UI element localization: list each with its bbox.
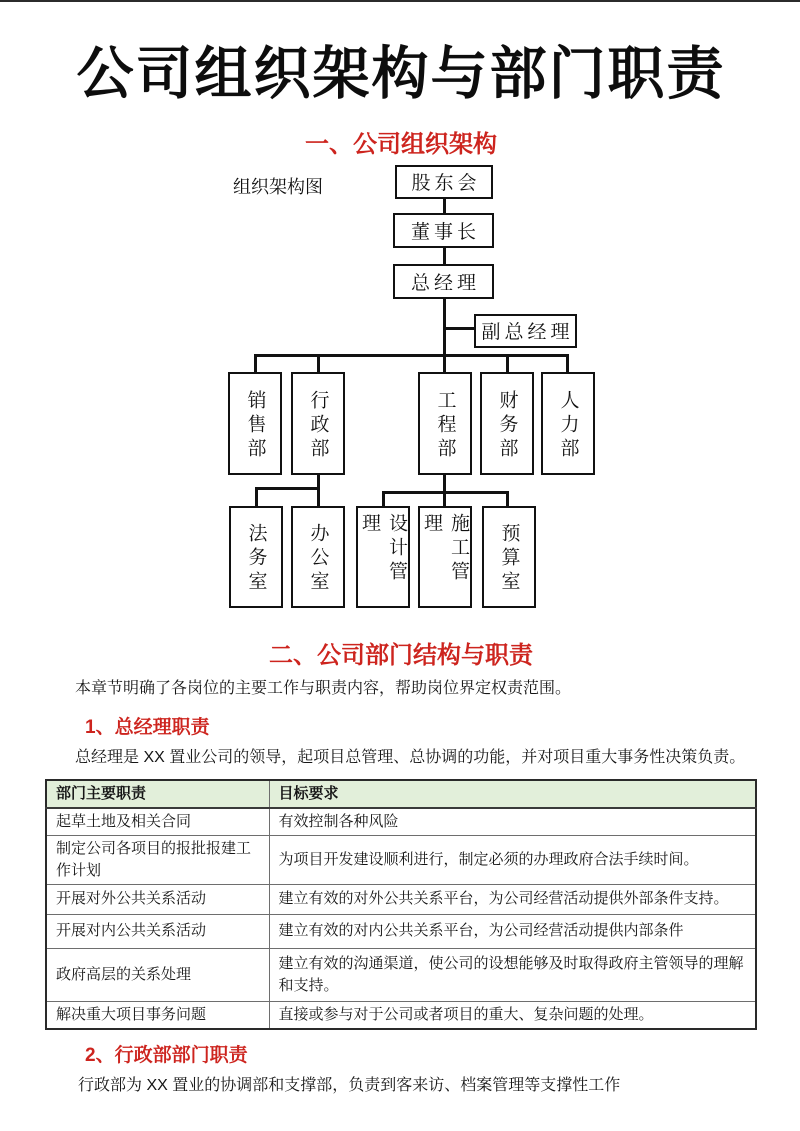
connector-line bbox=[506, 354, 509, 372]
responsibilities-table bbox=[45, 779, 757, 1029]
org-box-shareholders: 股东会 bbox=[395, 165, 493, 199]
duty-cell: 制定公司各项目的报批报建工作计划 bbox=[46, 835, 269, 884]
page-title: 公司组织架构与部门职责 bbox=[76, 42, 726, 106]
col-header-duty: 部门主要职责 bbox=[46, 780, 269, 808]
org-box-legal-office: 法务室 bbox=[229, 506, 283, 608]
section2-heading: 二、公司部门结构与职责 bbox=[269, 641, 533, 669]
duty-cell: 解决重大项目事务问题 bbox=[46, 1001, 269, 1028]
target-cell: 直接或参与对于公司或者项目的重大、复杂问题的处理。 bbox=[269, 1001, 756, 1028]
org-chart bbox=[45, 161, 757, 619]
connector-line bbox=[254, 354, 257, 372]
gm-duties-heading: 1、总经理职责 bbox=[85, 716, 210, 738]
org-box-budget-office: 预算室 bbox=[482, 506, 536, 608]
duty-cell: 起草土地及相关合同 bbox=[46, 808, 269, 835]
table-row bbox=[46, 914, 756, 948]
table-row bbox=[46, 948, 756, 1001]
target-cell: 建立有效的对内公共关系平台，为公司经营活动提供内部条件 bbox=[269, 914, 756, 948]
target-cell: 有效控制各种风险 bbox=[269, 808, 756, 835]
org-box-admin-dept: 行政部 bbox=[291, 372, 345, 475]
connector-line bbox=[255, 487, 258, 506]
org-box-design-mgmt: 设计管理 bbox=[356, 506, 410, 608]
duty-cell: 开展对外公共关系活动 bbox=[46, 884, 269, 914]
connector-line bbox=[506, 491, 509, 506]
org-box-finance-dept: 财务部 bbox=[480, 372, 534, 475]
table-row bbox=[46, 808, 756, 835]
connector-line bbox=[443, 248, 446, 264]
gm-duties-intro: 总经理是 XX 置业公司的领导，起项目总管理、总协调的功能，并对项目重大事务性决策负责。 bbox=[75, 748, 746, 766]
document-page bbox=[0, 2, 800, 1131]
target-cell: 建立有效的对外公共关系平台，为公司经营活动提供外部条件支持。 bbox=[269, 884, 756, 914]
table-row bbox=[46, 884, 756, 914]
connector-line bbox=[443, 199, 446, 213]
connector-line bbox=[382, 491, 385, 506]
section2-intro: 本章节明确了各岗位的主要工作与职责内容，帮助岗位界定权责范围。 bbox=[75, 679, 572, 697]
connector-line bbox=[443, 327, 474, 330]
table-row bbox=[46, 1001, 756, 1028]
table-row bbox=[46, 835, 756, 884]
org-box-construction-mgmt: 施工管理 bbox=[418, 506, 472, 608]
connector-line bbox=[255, 487, 320, 490]
connector-line bbox=[317, 354, 320, 372]
duty-cell: 开展对内公共关系活动 bbox=[46, 914, 269, 948]
org-chart-label: 组织架构图 bbox=[233, 176, 323, 197]
connector-line bbox=[317, 475, 320, 506]
org-box-deputy-gm: 副总经理 bbox=[474, 314, 577, 348]
org-box-sales-dept: 销售部 bbox=[228, 372, 282, 475]
connector-line bbox=[566, 354, 569, 372]
org-box-hr-dept: 人力部 bbox=[541, 372, 595, 475]
target-cell: 建立有效的沟通渠道，使公司的设想能够及时取得政府主管领导的理解和支持。 bbox=[269, 948, 756, 1001]
org-box-eng-dept: 工程部 bbox=[418, 372, 472, 475]
admin-duties-intro: 行政部为 XX 置业的协调部和支撑部，负责到客来访、档案管理等支撑性工作 bbox=[78, 1076, 621, 1094]
duty-cell: 政府高层的关系处理 bbox=[46, 948, 269, 1001]
target-cell: 为项目开发建设顺利进行，制定必须的办理政府合法手续时间。 bbox=[269, 835, 756, 884]
section1-heading: 一、公司组织架构 bbox=[305, 130, 497, 158]
admin-duties-heading: 2、行政部部门职责 bbox=[85, 1044, 248, 1066]
col-header-target: 目标要求 bbox=[269, 780, 756, 808]
connector-line bbox=[254, 354, 569, 357]
org-box-chairman: 董事长 bbox=[393, 213, 494, 248]
connector-line bbox=[382, 491, 509, 494]
org-box-general-office: 办公室 bbox=[291, 506, 345, 608]
table-header-row bbox=[46, 780, 756, 808]
connector-line bbox=[443, 299, 446, 372]
org-box-general-manager: 总经理 bbox=[393, 264, 494, 299]
